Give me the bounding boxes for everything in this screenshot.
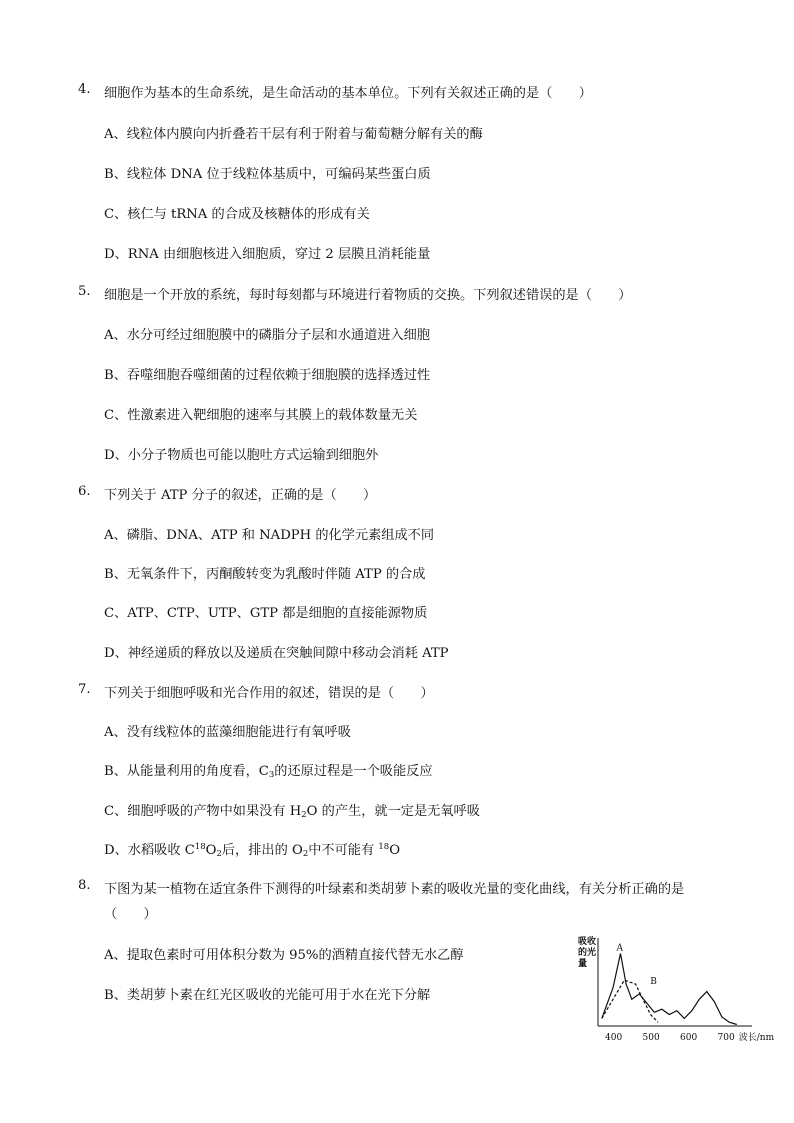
option-c: C、核仁与 tRNA 的合成及核糖体的形成有关 xyxy=(104,207,370,222)
option-a: A、提取色素时可用体积分数为 95%的酒精直接代替无水乙醇 xyxy=(104,948,464,963)
option-d: D、水稻吸收 $C^{18}O_2$后，排出的 $O_2$中不可能有 $^{18}$O xyxy=(104,842,401,859)
question-stem: 下列关于 ATP 分子的叙述，正确的是（ ） xyxy=(104,488,377,503)
question-stem: 下列关于细胞呼吸和光合作用的叙述，错误的是（ ） xyxy=(104,686,434,701)
question-stem: 下图为某一植物在适宜条件下测得的叶绿素和类胡萝卜素的吸收光量的变化曲线，有关分析正确的是 xyxy=(104,882,685,897)
x-tick-label: 700 xyxy=(717,1033,735,1043)
absorption-chart xyxy=(576,932,775,1052)
option-a: A、线粒体内膜向内折叠若干层有利于附着与葡萄糖分解有关的酶 xyxy=(104,127,483,142)
x-tick-label: 500 xyxy=(642,1033,660,1043)
series-label-B: B xyxy=(650,977,657,988)
option-a: A、水分可经过细胞膜中的磷脂分子层和水通道进入细胞 xyxy=(104,328,431,343)
question-number: 8. xyxy=(78,878,91,893)
option-b: B、从能量利用的角度看，$C_3$的还原过程是一个吸能反应 xyxy=(104,764,433,780)
option-b: B、吞噬细胞吞噬细菌的过程依赖于细胞膜的选择透过性 xyxy=(104,368,431,383)
question-number: 7. xyxy=(78,682,91,697)
question-number: 6. xyxy=(78,484,91,499)
option-b: B、类胡萝卜素在红光区吸收的光能可用于水在光下分解 xyxy=(104,988,431,1003)
chart-text xyxy=(578,935,775,1043)
option-a: A、没有线粒体的蓝藻细胞能进行有氧呼吸 xyxy=(104,725,351,740)
option-d: D、RNA 由细胞核进入细胞质，穿过 2 层膜且消耗能量 xyxy=(104,247,431,262)
option-d: D、神经递质的释放以及递质在突触间隙中移动会消耗 ATP xyxy=(104,646,449,661)
option-c: C、性激素进入靶细胞的速率与其膜上的载体数量无关 xyxy=(104,408,418,423)
question-stem: 细胞是一个开放的系统，每时每刻都与环境进行着物质的交换。下列叙述错误的是（ ） xyxy=(104,288,632,303)
x-axis-label: 波长/nm xyxy=(738,1033,775,1043)
option-b: B、线粒体 DNA 位于线粒体基质中，可编码某些蛋白质 xyxy=(104,167,431,182)
option-c: C、ATP、CTP、UTP、GTP 都是细胞的直接能源物质 xyxy=(104,606,428,621)
option-d: D、小分子物质也可能以胞吐方式运输到细胞外 xyxy=(104,448,379,463)
x-tick-label: 400 xyxy=(605,1033,623,1043)
question-number: 5. xyxy=(78,284,91,299)
question-stem: 细胞作为基本的生命系统，是生命活动的基本单位。下列有关叙述正确的是（ ） xyxy=(104,86,592,101)
chart-lines xyxy=(602,954,737,1025)
series-label-A: A xyxy=(616,943,623,954)
y-axis-label: 量 xyxy=(578,959,588,969)
series-line-A xyxy=(602,954,737,1025)
option-a: A、磷脂、DNA、ATP 和 NADPH 的化学元素组成不同 xyxy=(104,528,435,543)
option-b: B、无氧条件下，丙酮酸转变为乳酸时伴随 ATP 的合成 xyxy=(104,567,426,582)
option-c: C、细胞呼吸的产物中如果没有 $H_2O$ 的产生，就一定是无氧呼吸 xyxy=(104,804,480,820)
y-axis-label: 吸收 xyxy=(578,937,597,947)
question-number: 4. xyxy=(78,82,91,97)
question-stem-bracket: （ ） xyxy=(104,907,157,922)
y-axis-label: 的光 xyxy=(578,948,597,958)
x-tick-label: 600 xyxy=(680,1033,698,1043)
